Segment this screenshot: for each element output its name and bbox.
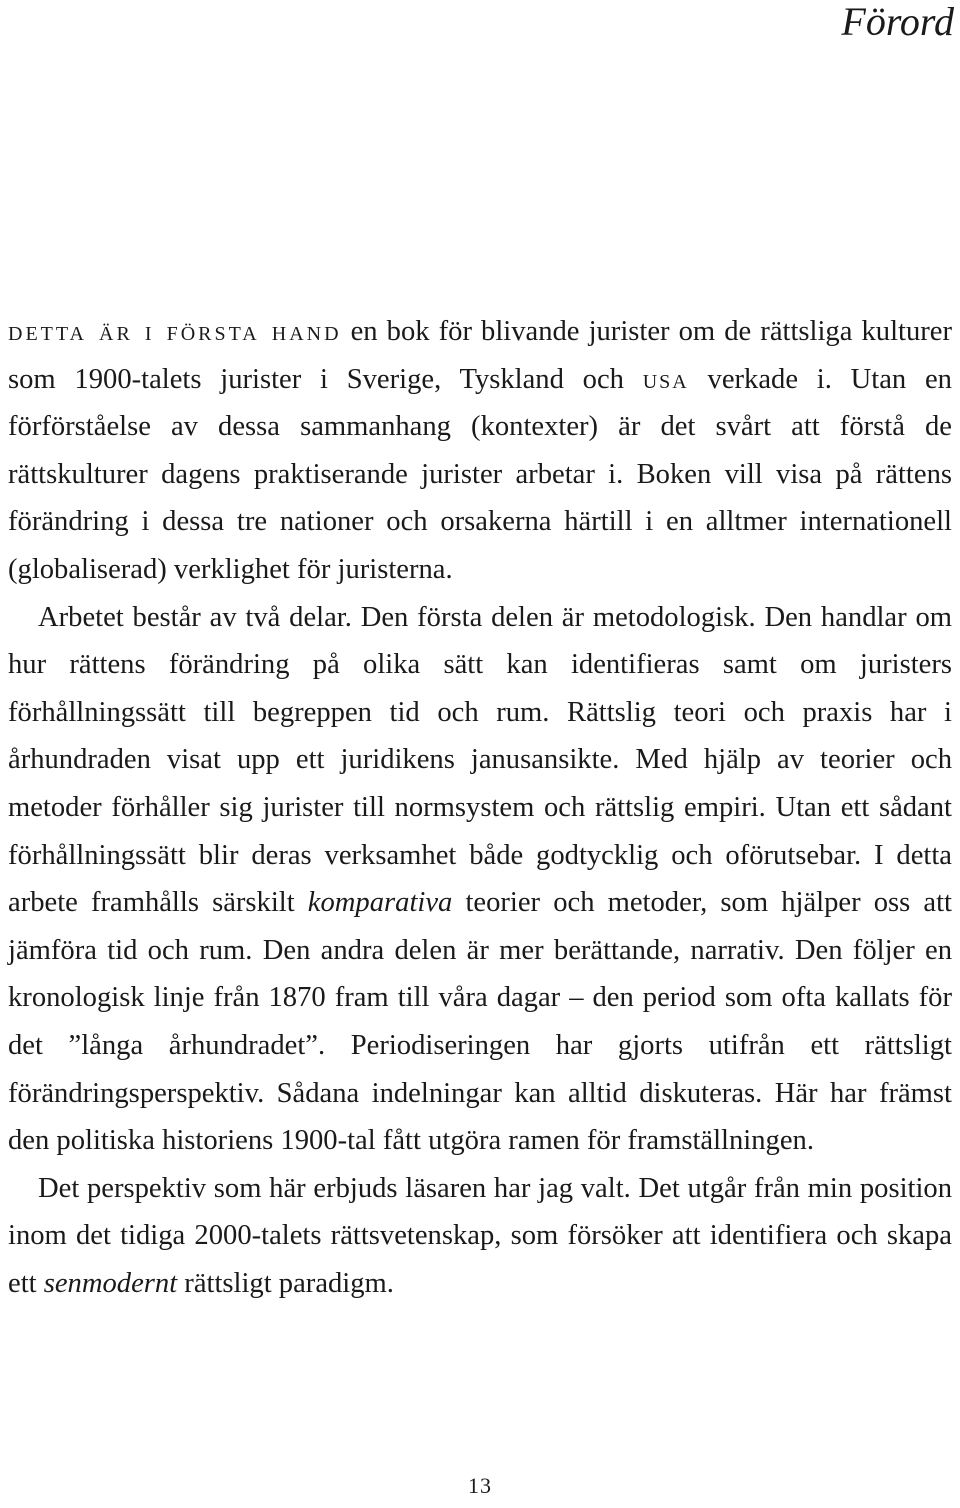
paragraph-perspective-text-1: Det perspektiv som här erbjuds läsaren har jag valt. Det utgår från min position inom det tidiga 2000-talets rättsvetenskap, som försöker att identifiera och skapa ett <box>8 1172 952 1299</box>
paragraph-intro <box>8 308 952 594</box>
page-number: 13 <box>468 1473 492 1498</box>
running-title: Förord <box>841 0 954 44</box>
paragraph-perspective <box>8 1165 952 1308</box>
body-text <box>8 308 952 1307</box>
emphasis-senmodernt: senmodernt <box>43 1267 178 1299</box>
paragraph-structure-text-1: Arbetet består av två delar. Den första delen är metodologisk. Den handlar om hur rättens förändring på olika sätt kan identifieras samt om juristers förhållningssätt till begreppen tid och rum. Rättslig teori och praxis har i århundraden visat upp ett juridikens janusansikte. Med hjälp av teorier och metoder förhåller sig jurister till normsystem och rättslig empiri. Utan ett sådant förhållningssätt blir deras verksamhet både godtycklig och oförutsebar. I detta arbete framhålls särskilt <box>8 601 952 919</box>
paragraph-structure <box>8 594 952 1165</box>
emphasis-komparativa: komparativa <box>307 887 453 919</box>
lead-in-smallcaps: detta är i första hand <box>8 316 342 347</box>
paragraph-structure-text-2: teorier och metoder, som hjälper oss att jämföra tid och rum. Den andra delen är mer berättande, narrativ. Den följer en kronologisk linje från 1870 fram till våra dagar – den period som ofta kallats för det ”långa århundradet”. Periodiseringen har gjorts utifrån ett rättsligt förändringsperspektiv. Sådana indelningar kan alltid diskuteras. Här har främst den politiska historiens 1900-tal fått utgöra ramen för framställningen. <box>8 887 952 1157</box>
paragraph-intro-text-2: verkade i. Utan en förförståelse av dessa sammanhang (kontexter) är det svårt att förstå de rättskulturer dagens praktiserande jurister arbetar i. Boken vill visa på rättens förändring i dessa tre nationer och orsakerna härtill i en alltmer internationell (globaliserad) verklighet för juristerna. <box>8 363 952 585</box>
paragraph-perspective-text-2: rättsligt paradigm. <box>177 1267 394 1299</box>
paragraph-intro-text-1: en bok för blivande jurister om de rättsliga kulturer som 1900-talets jurister i Sverige, Tyskland och <box>8 316 952 395</box>
usa-abbreviation: usa <box>642 363 689 395</box>
